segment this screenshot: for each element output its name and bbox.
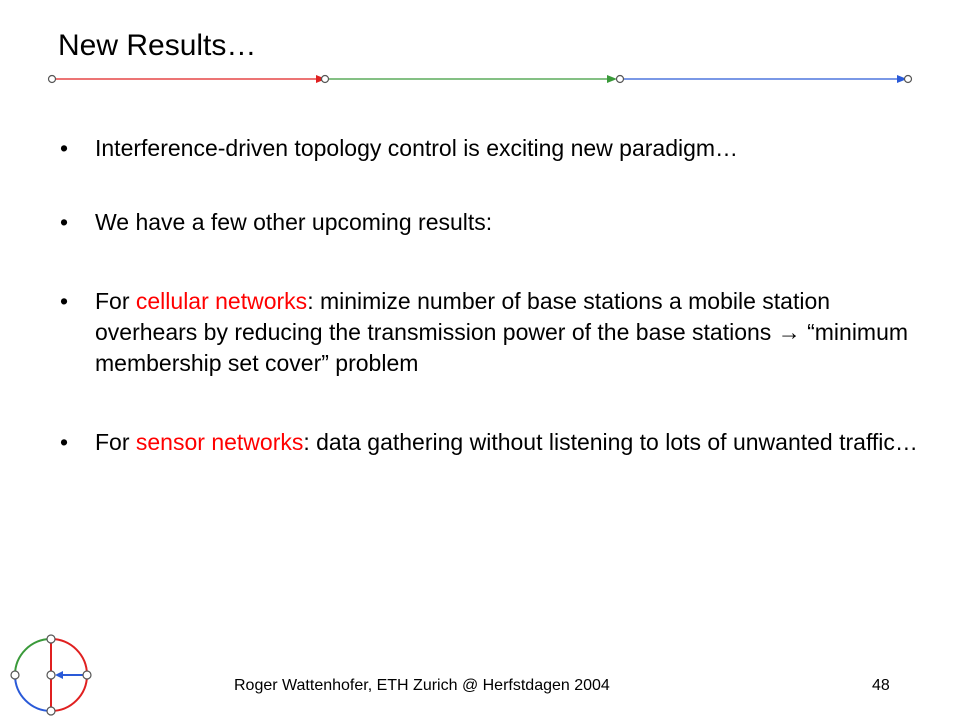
title-divider — [40, 66, 920, 92]
page-number: 48 — [872, 677, 890, 694]
logo-arc-red — [51, 675, 87, 711]
logo-node — [47, 707, 55, 715]
bullet-marker: • — [60, 209, 69, 235]
highlight-term: sensor networks — [135, 429, 304, 455]
network-logo — [8, 632, 98, 718]
logo-arc-green — [15, 639, 51, 675]
slide-title: New Results… — [58, 29, 257, 62]
logo-arrowhead-blue — [55, 671, 63, 679]
divider-node — [322, 76, 329, 83]
divider-node — [905, 76, 912, 83]
divider-node — [617, 76, 624, 83]
bullet-text: For sensor networks: data gathering without listening to lots of unwanted traffic… — [95, 429, 918, 455]
highlight-term: cellular networks — [135, 288, 308, 314]
bullet-item — [60, 207, 920, 238]
bullet-text: We have a few other upcoming results: — [95, 209, 493, 235]
bullet-item — [60, 286, 920, 379]
bullet-item — [60, 133, 920, 164]
bullet-marker: • — [60, 288, 69, 314]
bullet-text: Interference-driven topology control is exciting new paradigm… — [95, 135, 739, 161]
footer-text: Roger Wattenhofer, ETH Zurich @ Herfstdagen 2004 — [234, 677, 610, 694]
logo-arc-red — [51, 639, 87, 675]
logo-arc-blue — [15, 675, 51, 711]
bullet-marker: • — [60, 135, 69, 161]
bullet-text: For cellular networks: minimize number of base stations a mobile station overhears by reducing the transmission power of the base stations → “minimum membership set cover” problem — [95, 288, 909, 376]
bullet-item — [60, 427, 920, 458]
arrow-symbol: → — [777, 319, 801, 345]
logo-node — [47, 635, 55, 643]
divider-arrowhead-green — [607, 75, 617, 83]
logo-node — [11, 671, 19, 679]
bullet-marker: • — [60, 429, 69, 455]
logo-node — [47, 671, 55, 679]
divider-node — [49, 76, 56, 83]
logo-node — [83, 671, 91, 679]
